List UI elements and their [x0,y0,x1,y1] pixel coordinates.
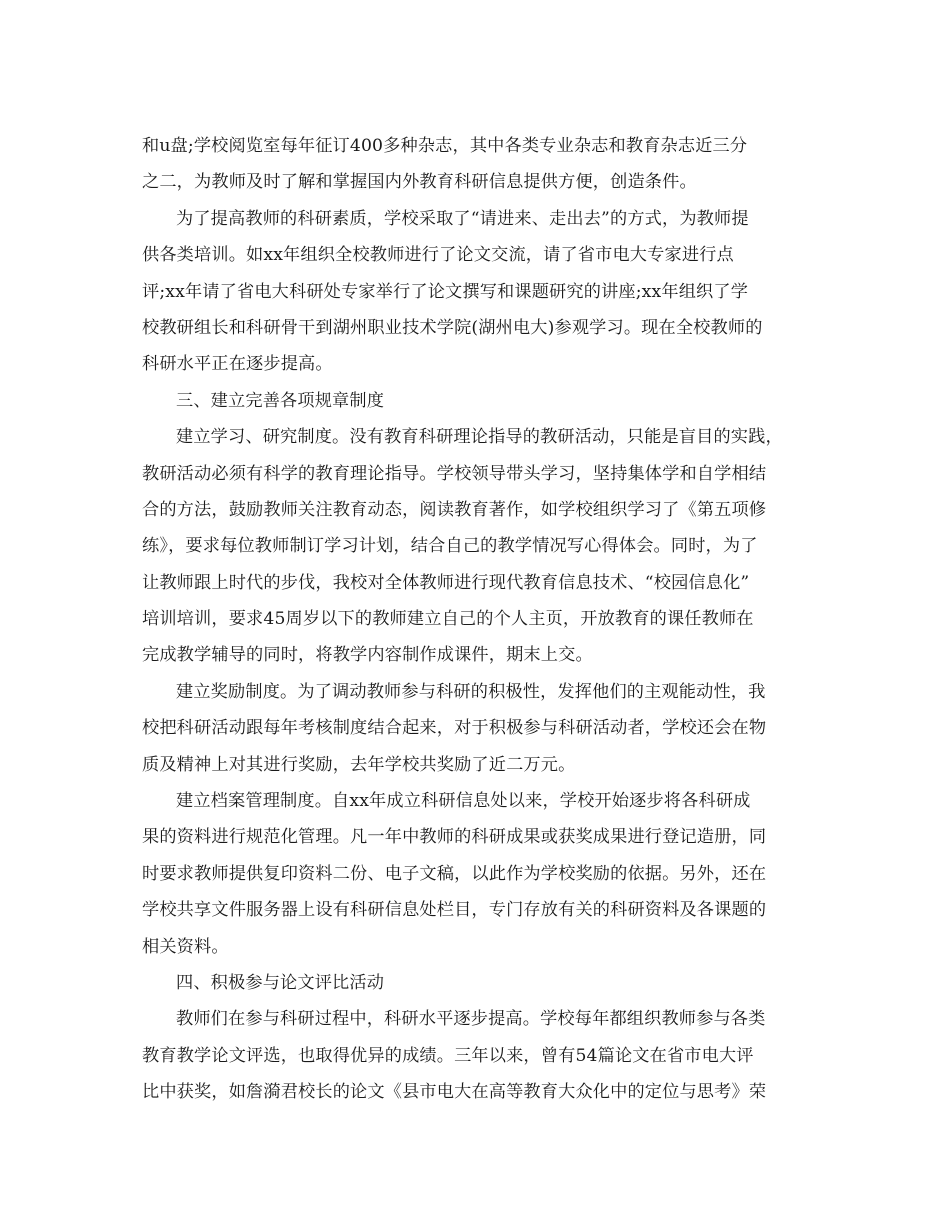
text-line: 练》，要求每位教师制订学习计划，结合自己的教学情况写心得体会。同时，为了 [142,536,758,557]
text-line: 比中获奖，如詹漪君校长的论文《县市电大在高等教育大众化中的定位与思考》荣 [142,1082,767,1103]
text-line: 相关资料。 [142,936,229,957]
text-line: 果的资料进行规范化管理。凡一年中教师的科研成果或获奖成果进行登记造册，同 [142,827,767,848]
text-line: 科研水平正在逐步提高。 [142,354,333,375]
text-line: 建立奖励制度。为了调动教师参与科研的积极性，发挥他们的主观能动性，我 [176,681,766,702]
document-body [142,128,822,1111]
text-line: 教师们在参与科研过程中，科研水平逐步提高。学校每年都组织教师参与各类 [176,1009,766,1030]
text-line: 让教师跟上时代的步伐，我校对全体教师进行现代教育信息技术、“校园信息化” [142,572,750,593]
text-line: 和u盘;学校阅览室每年征订400多种杂志，其中各类专业杂志和教育杂志近三分 [142,136,748,156]
text-line: 建立学习、研究制度。没有教育科研理论指导的教研活动，只能是盲目的实践， [176,427,783,448]
text-line: 评;xx年请了省电大科研处专家举行了论文撰写和课题研究的讲座;xx年组织了学 [142,281,749,302]
text-line: 教育教学论文评选，也取得优异的成绩。三年以来，曾有54篇论文在省市电大评 [142,1045,754,1066]
text-line: 之二，为教师及时了解和掌握国内外教育科研信息提供方便，创造条件。 [142,172,697,193]
text-line: 合的方法，鼓励教师关注教育动态，阅读教育著作，如学校组织学习了《第五项修 [142,499,767,520]
text-line: 供各类培训。如xx年组织全校教师进行了论文交流，请了省市电大专家进行点 [142,245,734,266]
text-line: 四、积极参与论文评比活动 [176,972,385,993]
text-line: 学校共享文件服务器上设有科研信息处栏目，专门存放有关的科研资料及各课题的 [142,900,767,921]
text-line: 完成教学辅导的同时，将教学内容制作成课件，期末上交。 [142,645,593,666]
text-line: 时要求教师提供复印资料二份、电子文稿，以此作为学校奖励的依据。另外，还在 [142,863,767,884]
text-line: 教研活动必须有科学的教育理论指导。学校领导带头学习，坚持集体学和自学相结 [142,463,767,484]
text-line: 校把科研活动跟每年考核制度结合起来，对于积极参与科研活动者，学校还会在物 [142,718,767,739]
text-line: 三、建立完善各项规章制度 [176,390,385,411]
text-line: 校教研组长和科研骨干到湖州职业技术学院(湖州电大)参观学习。现在全校教师的 [142,317,763,338]
text-line: 建立档案管理制度。自xx年成立科研信息处以来，学校开始逐步将各科研成 [176,791,751,812]
text-line: 为了提高教师的科研素质，学校采取了“请进来、走出去”的方式，为教师提 [176,208,749,229]
text-line: 质及精神上对其进行奖励，去年学校共奖励了近二万元。 [142,754,576,775]
text-line: 培训培训，要求45周岁以下的教师建立自己的个人主页，开放教育的课任教师在 [142,609,754,630]
